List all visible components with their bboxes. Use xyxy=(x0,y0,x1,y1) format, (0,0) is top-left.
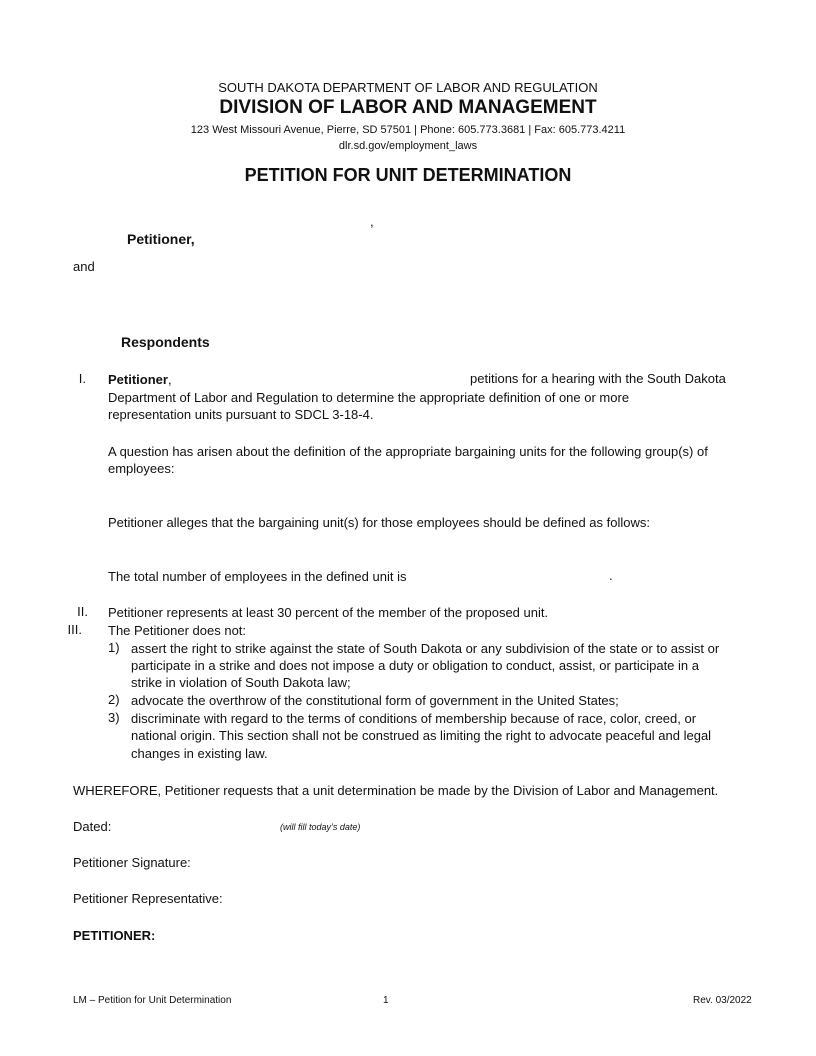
caption-comma: , xyxy=(370,214,374,229)
footer-form-name: LM – Petition for Unit Determination xyxy=(73,995,232,1006)
petitioner-comma: , xyxy=(167,372,172,387)
contact-address: 123 West Missouri Avenue, Pierre, SD 57501 | Phone: 605.773.3681 | Fax: 605.773.4211 xyxy=(190,124,626,136)
section-1-line2: Department of Labor and Regulation to determine the appropriate definition of one or more xyxy=(108,390,630,405)
section-1-line1-end: petitions for a hearing with the South Dakota xyxy=(470,371,726,386)
section-1-line3: representation units pursuant to SDCL 3-18-4. xyxy=(108,407,374,422)
division-name: DIVISION OF LABOR AND MANAGEMENT xyxy=(219,97,597,118)
question-line1: A question has arisen about the definition of the appropriate bargaining units for the following group(s) of xyxy=(108,444,708,459)
representative-label: Petitioner Representative: xyxy=(73,891,223,906)
petitioner-heading: PETITIONER: xyxy=(73,928,156,943)
representative-field[interactable] xyxy=(235,888,535,908)
list-item-line: assert the right to strike against the state of South Dakota or any subdivision of the state or to assist or xyxy=(131,641,720,656)
section-2-numeral: II. xyxy=(77,604,88,619)
question-line2: employees: xyxy=(108,461,175,476)
list-item-line: changes in existing law. xyxy=(131,746,268,761)
total-employees-line: The total number of employees in the defined unit is xyxy=(108,569,407,584)
footer-page-number: 1 xyxy=(383,995,389,1006)
petitioner-label: Petitioner, xyxy=(127,231,195,247)
list-item-line: participate in a strike and does not impose a duty or obligation to conduct, assist, or participate in a xyxy=(131,658,699,673)
alleges-line: Petitioner alleges that the bargaining unit(s) for those employees should be defined as follows: xyxy=(108,515,650,530)
dated-label: Dated: xyxy=(73,819,112,834)
list-item-number: 1) xyxy=(108,640,120,655)
list-item-line: advocate the overthrow of the constitutional form of government in the United States; xyxy=(131,693,619,708)
respondents-label: Respondents xyxy=(121,334,210,350)
section-3-numeral: III. xyxy=(67,622,82,637)
wherefore-clause: WHEREFORE, Petitioner requests that a unit determination be made by the Division of Labor and Management. xyxy=(73,783,719,798)
department-name: SOUTH DAKOTA DEPARTMENT OF LABOR AND REGULATION xyxy=(218,80,598,95)
and-label: and xyxy=(73,259,95,274)
footer-revision: Rev. 03/2022 xyxy=(693,995,752,1006)
signature-field[interactable] xyxy=(200,852,500,872)
section-3-text: The Petitioner does not: xyxy=(108,623,247,638)
list-item-line: discriminate with regard to the terms of conditions of membership because of race, color, creed, or xyxy=(131,711,697,726)
section-2-text: Petitioner represents at least 30 percent of the member of the proposed unit. xyxy=(108,605,549,620)
dated-hint: (will fill today’s date) xyxy=(280,822,361,832)
list-item-line: strike in violation of South Dakota law; xyxy=(131,675,351,690)
section-1-numeral: I. xyxy=(78,371,86,386)
petitioner-bold: Petitioner xyxy=(108,372,168,387)
total-period: . xyxy=(609,568,613,583)
website-link[interactable]: dlr.sd.gov/employment_laws xyxy=(338,140,478,152)
list-item-line: national origin. This section shall not be construed as limiting the right to advocate peaceful and legal xyxy=(131,728,712,743)
page-title: PETITION FOR UNIT DETERMINATION xyxy=(244,165,572,185)
list-item-number: 2) xyxy=(108,692,120,707)
list-item-number: 3) xyxy=(108,710,120,725)
signature-label: Petitioner Signature: xyxy=(73,855,191,870)
